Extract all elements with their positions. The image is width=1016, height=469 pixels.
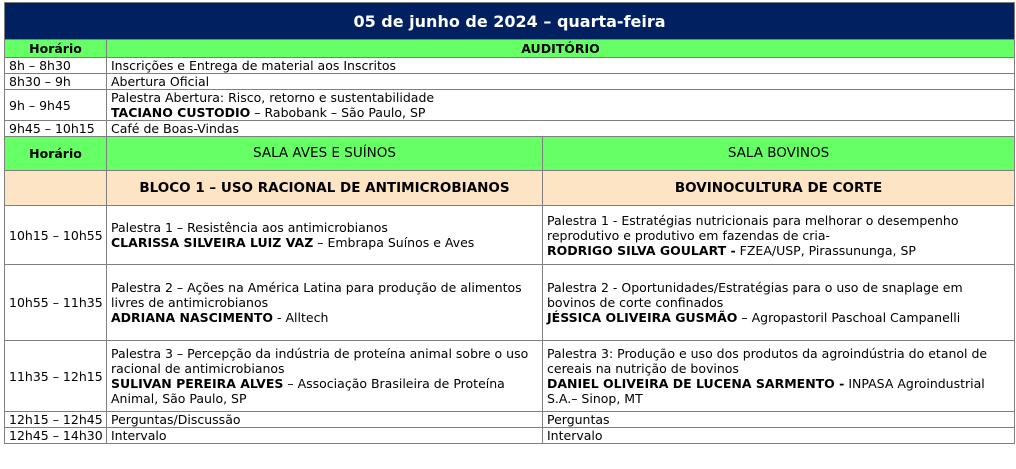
table-row [5,341,1015,412]
talk-title: Palestra 2 - Oportunidades/Estratégias para o uso de snaplage em bovinos de corte confinados [547,280,963,310]
room-header-bovinos: SALA BOVINOS [543,137,1015,171]
speaker-name: SULIVAN PEREIRA ALVES [111,376,284,391]
speaker-affiliation: – Embrapa Suínos e Aves [313,235,475,250]
speaker-name: RODRIGO SILVA GOULART - [547,242,736,258]
speaker-name: TACIANO CUSTODIO [111,105,251,120]
table-row [5,412,1015,428]
speaker-affiliation: - Alltech [273,310,329,325]
speaker-affiliation: – Rabobank – São Paulo, SP [250,105,426,120]
auditorium-header-row [5,40,1015,58]
schedule-table [4,2,1015,444]
speaker-name: DANIEL OLIVEIRA DE LUCENA SARMENTO - [547,376,845,391]
time-column-header: Horário [5,40,107,58]
time-cell: 12h45 – 14h30 [5,428,107,444]
block-header-row [5,171,1015,206]
title-row [5,3,1015,40]
speaker-name: CLARISSA SILVEIRA LUIZ VAZ [111,235,314,250]
table-row [5,265,1015,341]
activity-cell: Inscrições e Entrega de material aos Inscritos [107,58,1015,74]
rooms-header-row [5,137,1015,171]
speaker-name: JÉSSICA OLIVEIRA GUSMÃO [547,310,738,325]
session-cell-left [107,206,543,265]
session-cell-left [107,265,543,341]
time-cell: 12h15 – 12h45 [5,412,107,428]
room-header-aves-suinos: SALA AVES E SUÍNOS [107,137,543,171]
speaker-name: ADRIANA NASCIMENTO [111,310,274,325]
block-title-left: BLOCO 1 – USO RACIONAL DE ANTIMICROBIANOS [107,171,543,206]
session-cell-right [543,206,1015,265]
table-row [5,121,1015,137]
speaker-affiliation: FZEA/USP, Pirassununga, SP [735,242,916,258]
table-row [5,428,1015,444]
activity-cell: Abertura Oficial [107,74,1015,90]
talk-title: Palestra 1 - Estratégias nutricionais para melhorar o desempenho reprodutivo e produtivo em fazendas de cria- [547,212,959,243]
session-cell-right [543,341,1015,412]
table-row [5,90,1015,121]
talk-title: Palestra 3 – Percepção da indústria de proteína animal sobre o uso racional de antimicrobianos [111,346,529,376]
table-row [5,206,1015,265]
block-time-cell [5,171,107,206]
day-title: 05 de junho de 2024 – quarta-feira [5,3,1015,40]
talk-title: Palestra 3: Produção e uso dos produtos da agroindústria do etanol de cereais na nutrição de bovinos [547,346,988,376]
talk-title: Palestra Abertura: Risco, retorno e sustentabilidade [111,90,435,105]
activity-cell-right: Intervalo [543,428,1015,444]
activity-cell-left: Perguntas/Discussão [107,412,543,428]
auditorium-header: AUDITÓRIO [107,40,1015,58]
time-cell: 8h30 – 9h [5,74,107,90]
time-cell: 8h – 8h30 [5,58,107,74]
activity-cell: Café de Boas-Vindas [107,121,1015,137]
time-column-header: Horário [5,137,107,171]
table-row [5,74,1015,90]
activity-cell-right: Perguntas [543,412,1015,428]
speaker-affiliation: INPASA Agroindustrial S.A.– Sinop, MT [547,376,985,406]
time-cell: 10h15 – 10h55 [5,206,107,265]
speaker-affiliation: – Associação Brasileira de Proteína Animal, São Paulo, SP [111,376,505,406]
session-cell-right [543,265,1015,341]
table-row [5,58,1015,74]
time-cell: 10h55 – 11h35 [5,265,107,341]
time-cell: 11h35 – 12h15 [5,341,107,412]
talk-title: Palestra 2 – Ações na América Latina para produção de alimentos livres de antimicrobianos [111,280,522,310]
speaker-affiliation: – Agropastoril Paschoal Campanelli [737,310,961,325]
activity-cell-left: Intervalo [107,428,543,444]
time-cell: 9h – 9h45 [5,90,107,121]
block-title-right: BOVINOCULTURA DE CORTE [543,171,1015,206]
time-cell: 9h45 – 10h15 [5,121,107,137]
session-cell-left [107,341,543,412]
activity-cell [107,90,1015,121]
talk-title: Palestra 1 – Resistência aos antimicrobianos [111,220,388,235]
